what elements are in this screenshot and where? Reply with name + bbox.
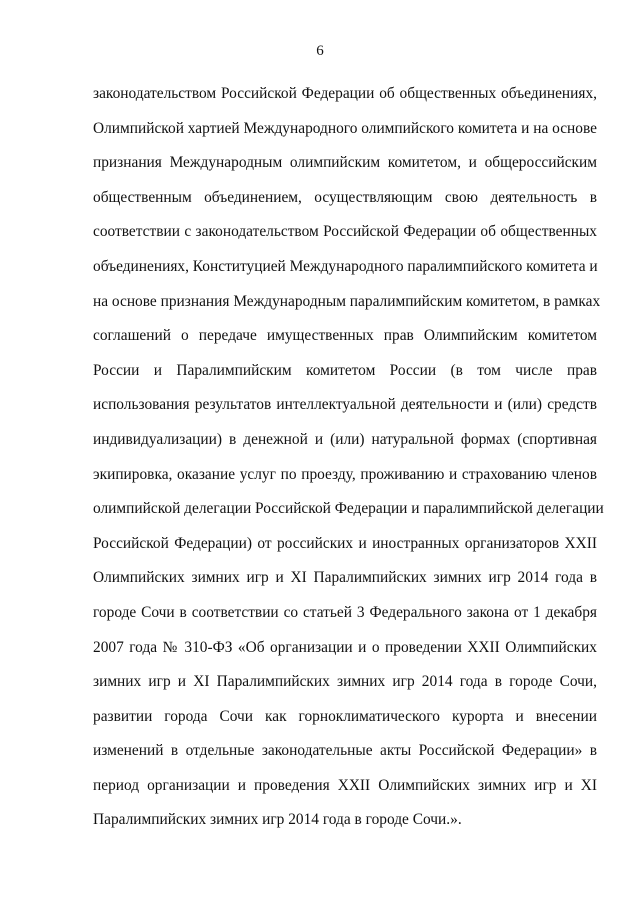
text-line: индивидуализации) в денежной и (или) натуральной формах (спортивная — [93, 430, 597, 448]
text-line: экипировка, оказание услуг по проезду, проживанию и страхованию членов — [93, 465, 597, 483]
text-line: Паралимпийских зимних игр 2014 года в городе Сочи.». — [93, 811, 462, 829]
text-line: законодательством Российской Федерации об общественных объединениях, — [93, 85, 597, 102]
text-line: общественным объединением, осуществляющим свою деятельность в — [93, 188, 597, 206]
body-paragraph — [93, 80, 604, 841]
text-line: Олимпийской хартией Международного олимпийского комитета и на основе — [93, 119, 597, 137]
text-line: Олимпийских зимних игр и XI Паралимпийских зимних игр 2014 года в — [93, 569, 597, 587]
text-line: городе Сочи в соответствии со статьей 3 Федерального закона от 1 декабря — [93, 603, 597, 621]
text-line: соответствии с законодательством Российской Федерации об общественных — [93, 223, 597, 241]
text-line: Российской Федерации) от российских и иностранных организаторов XXII — [93, 534, 597, 552]
text-line: период организации и проведения XXII Олимпийских зимних игр и XI — [93, 776, 597, 794]
text-line: развитии города Сочи как горноклиматического курорта и внесении — [93, 707, 597, 725]
text-line: соглашений о передаче имущественных прав Олимпийским комитетом — [93, 327, 597, 345]
text-line: признания Международным олимпийским комитетом, и общероссийским — [93, 154, 597, 172]
text-line: России и Паралимпийским комитетом России (в том числе прав — [93, 361, 597, 379]
text-line: на основе признания Международным паралимпийским комитетом, в рамках — [93, 292, 601, 310]
text-line: 2007 года № 310-ФЗ «Об организации и о проведении XXII Олимпийских — [93, 638, 597, 656]
text-line: олимпийской делегации Российской Федерации и паралимпийской делегации — [93, 500, 604, 518]
page-number: 6 — [316, 43, 324, 59]
text-line: зимних игр и XI Паралимпийских зимних игр 2014 года в городе Сочи, — [93, 673, 597, 691]
text-line: объединениях, Конституцией Международного паралимпийского комитета и — [93, 257, 598, 275]
text-line: изменений в отдельные законодательные акты Российской Федерации» в — [93, 742, 597, 760]
text-line: использования результатов интеллектуальной деятельности и (или) средств — [93, 396, 597, 414]
